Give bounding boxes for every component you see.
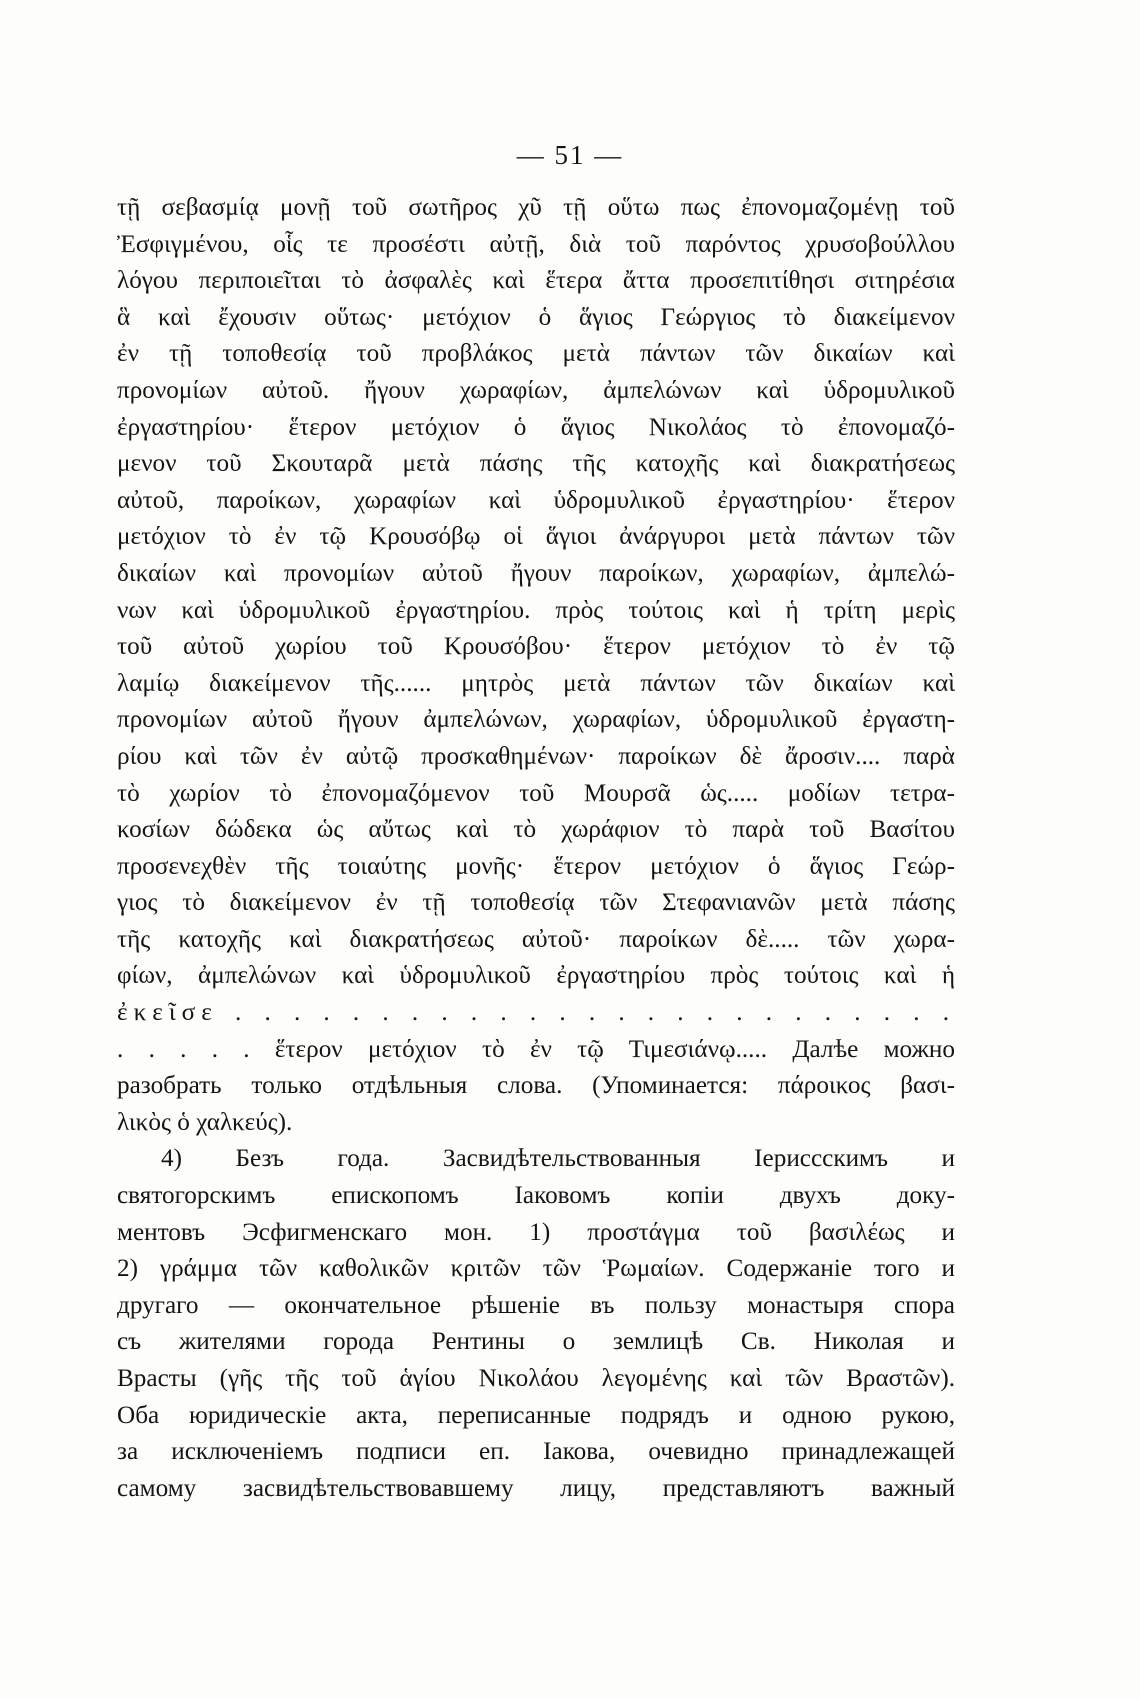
- text-line: разобрать только отдѣльныя слова. (Упоминается: πάροικος βασι-: [117, 1072, 955, 1100]
- text-line: . . . . . ἕτερον μετόχιον τὸ ἐν τῷ Τιμεσιάνῳ..... Далѣе можно: [117, 1035, 955, 1063]
- text-line: τοῦ αὐτοῦ χωρίου τοῦ Κρουσόβου· ἕτερον μετόχιον τὸ ἐν τῷ: [117, 633, 955, 661]
- text-line: λαμίῳ διακείμενον τῆς...... μητρὸς μετὰ πάντων τῶν δικαίων καὶ: [117, 669, 955, 697]
- text-line: κοσίων δώδεκα ὡς αὔτως καὶ τὸ χωράφιον τὸ παρὰ τοῦ Βασίτου: [117, 816, 955, 844]
- text-line: μενον τοῦ Σκουταρᾶ μετὰ πάσης τῆς κατοχῆς καὶ διακρατήσεως: [117, 450, 955, 478]
- text-line: съ жителями города Рентины о землицѣ Св. Николая и: [117, 1328, 955, 1356]
- text-line: другаго — окончательное рѣшеніе въ пользу монастыря спора: [117, 1291, 955, 1319]
- text-line: ментовъ Эсфигменскаго мон. 1) προστάγμα τοῦ βασιλέως и: [117, 1218, 955, 1246]
- text-line: 2) γράμμα τῶν καθολικῶν κριτῶν τῶν Ῥωμαίων. Содержаніе того и: [117, 1255, 955, 1283]
- text-line: за исключеніемъ подписи еп. Іакова, очевидно принадлежащей: [117, 1438, 955, 1466]
- text-line: ἐν τῇ τοποθεσίᾳ τοῦ προβλάκος μετὰ πάντων τῶν δικαίων καὶ: [117, 340, 955, 368]
- text-line: τῆς κατοχῆς καὶ διακρατήσεως αὐτοῦ· παροίκων δὲ..... τῶν χωρα-: [117, 925, 955, 953]
- text-line: Оба юридическіе акта, переписанные подрядъ и одною рукою,: [117, 1401, 955, 1429]
- text-line: γιος τὸ διακείμενον ἐν τῇ τοποθεσίᾳ τῶν Στεφανιανῶν μετὰ πάσης: [117, 889, 955, 917]
- page-number: — 51 —: [516, 140, 624, 170]
- text-line: 4) Безъ года. Засвидѣтельствованныя Іериссскимъ и: [161, 1145, 955, 1173]
- text-line: святогорскимъ епископомъ Іаковомъ копіи двухъ доку-: [117, 1182, 955, 1210]
- text-line: προνομίων αὐτοῦ. ἤγουν χωραφίων, ἀμπελώνων καὶ ὑδρομυλικοῦ: [117, 376, 955, 404]
- text-line: λόγου περιποιεῖται τὸ ἀσφαλὲς καὶ ἕτερα ἄττα προσεπιτίθησι σιτηρέσια: [117, 267, 955, 295]
- text-line: τὸ χωρίον τὸ ἐπονομαζόμενον τοῦ Μουρσᾶ ὡς..... μοδίων τετρα-: [117, 779, 955, 807]
- text-line: δικαίων καὶ προνομίων αὐτοῦ ἤγουν παροίκων, χωραφίων, ἀμπελώ-: [117, 559, 955, 587]
- body-text: [117, 190, 955, 1507]
- text-line: μετόχιον τὸ ἐν τῷ Κρουσόβῳ οἱ ἅγιοι ἀνάργυροι μετὰ πάντων τῶν: [117, 523, 955, 551]
- text-line: προνομίων αὐτοῦ ἤγουν ἀμπελώνων, χωραφίων, ὑδρομυλικοῦ ἐργαστη-: [117, 706, 955, 734]
- text-line: λικὸς ὁ χαλκεύς).: [117, 1108, 293, 1136]
- text-line: ἐκεῖσε . . . . . . . . . . . . . . . . . . . . . . . . .: [117, 999, 955, 1027]
- text-line: νων καὶ ὑδρομυλικοῦ ἐργαστηρίου. πρὸς τούτοις καὶ ἡ τρίτη μερὶς: [117, 596, 955, 624]
- text-line: ρίου καὶ τῶν ἐν αὐτῷ προσκαθημένων· παροίκων δὲ ἄροσιν.... παρὰ: [117, 742, 955, 770]
- text-line: ἐργαστηρίου· ἕτερον μετόχιον ὁ ἅγιος Νικολάος τὸ ἐπονομαζό-: [117, 413, 955, 441]
- text-line: προσενεχθὲν τῆς τοιαύτης μονῆς· ἕτερον μετόχιον ὁ ἅγιος Γεώρ-: [117, 852, 955, 880]
- text-line: ἃ καὶ ἔχουσιν οὕτως· μετόχιον ὁ ἅγιος Γεώργιος τὸ διακείμενον: [117, 303, 955, 331]
- paragraph-2: [117, 1141, 955, 1507]
- text-line: Врасты (γῆς τῆς τοῦ ἁγίου Νικολάου λεγομένης καὶ τῶν Βραστῶν).: [117, 1365, 955, 1392]
- text-line: Ἐσφιγμένου, οἷς τε προσέστι αὐτῇ, διὰ τοῦ παρόντος χρυσοβούλλου: [117, 230, 955, 258]
- paragraph-1: [117, 190, 955, 1141]
- text-line: φίων, ἀμπελώνων καὶ ὑδρομυλικοῦ ἐργαστηρίου πρὸς τούτοις καὶ ἡ: [117, 962, 955, 990]
- text-line: αὐτοῦ, παροίκων, χωραφίων καὶ ὑδρομυλικοῦ ἐργαστηρίου· ἕτερον: [117, 486, 955, 514]
- text-line: τῇ σεβασμίᾳ μονῇ τοῦ σωτῆρος χῦ τῇ οὕτω πως ἐπονομαζομένῃ τοῦ: [117, 194, 955, 221]
- text-line: самому засвидѣтельствовавшему лицу, представляютъ важный: [117, 1474, 955, 1502]
